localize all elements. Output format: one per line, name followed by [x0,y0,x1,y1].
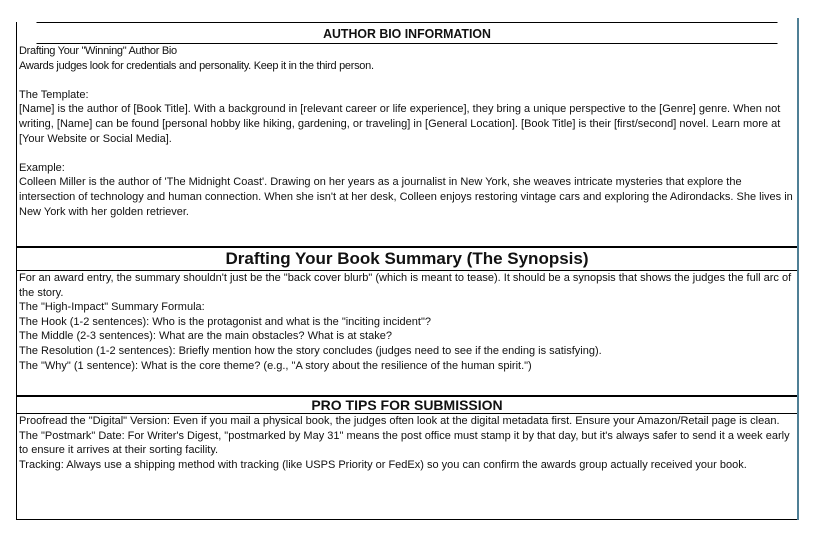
author-bio-title-cell[interactable] [37,22,778,44]
example-text: Colleen Miller is the author of 'The Midnight Coast'. Drawing on her years as a journalist in New York, she weaves intricate mysteries that explore the intersection of technology and human connection. When she isn't at her desk, Colleen enjoys restoring vintage cars and exploring the Adirondacks. She lives in New York with her golden retriever. [19,176,793,218]
template-label: The Template: [19,88,89,101]
author-bio-intro: Awards judges look for credentials and personality. Keep it in the third person. [19,59,374,72]
formula-item-resolution: The Resolution (1-2 sentences): Briefly mention how the story concludes (judges need to see if the ending is satisfying). [19,344,602,357]
formula-item-middle: The Middle (2-3 sentences): What are the main obstacles? What is at stake? [19,330,392,343]
author-bio-title: AUTHOR BIO INFORMATION [323,25,491,41]
document-sheet [16,22,799,520]
formula-item-why: The "Why" (1 sentence): What is the core theme? (e.g., "A story about the resilience of the human spirit.") [19,359,532,372]
tip-postmark: The "Postmark" Date: For Writer's Digest, "postmarked by May 31" means the post office must stamp it by that day, but it's always safer to send it a week early to ensure it arrives at their sorting facility. [19,429,790,457]
example-label: Example: [19,161,65,174]
pro-tips-title: PRO TIPS FOR SUBMISSION [311,397,503,413]
book-summary-cell[interactable] [17,271,797,395]
template-text: [Name] is the author of [Book Title]. With a background in [relevant career or life experience], they bring a unique perspective to the [Genre] genre. When not writing, [Name] can be found [personal hobby like hiking, gardening, or traveling] in [General Location]. [Book Title] is their [first/second] novel. Learn more at [Your Website or Social Media]. [19,103,781,145]
author-bio-heading: Drafting Your "Winning" Author Bio [19,45,177,57]
book-summary-intro: For an award entry, the summary shouldn't just be the "back cover blurb" (which is meant to tease). It should be a synopsis that shows the judges the full arc of the story. [19,272,792,299]
formula-label: The "High-Impact" Summary Formula: [19,301,205,314]
pro-tips-title-cell[interactable] [17,395,797,414]
pro-tips-cell[interactable] [17,414,797,520]
book-summary-title-cell[interactable] [17,246,797,271]
tip-proofread: Proofread the "Digital" Version: Even if you mail a physical book, the judges often look at the digital metadata first. Ensure your Amazon/Retail page is clean. [19,415,780,427]
book-summary-title: Drafting Your Book Summary (The Synopsis) [225,249,589,268]
formula-item-hook: The Hook (1-2 sentences): Who is the protagonist and what is the "inciting incident"? [19,315,431,328]
tip-tracking: Tracking: Always use a shipping method with tracking (like USPS Priority or FedEx) so you can confirm the awards group actually received your book. [19,458,747,471]
author-bio-cell[interactable] [17,44,797,246]
